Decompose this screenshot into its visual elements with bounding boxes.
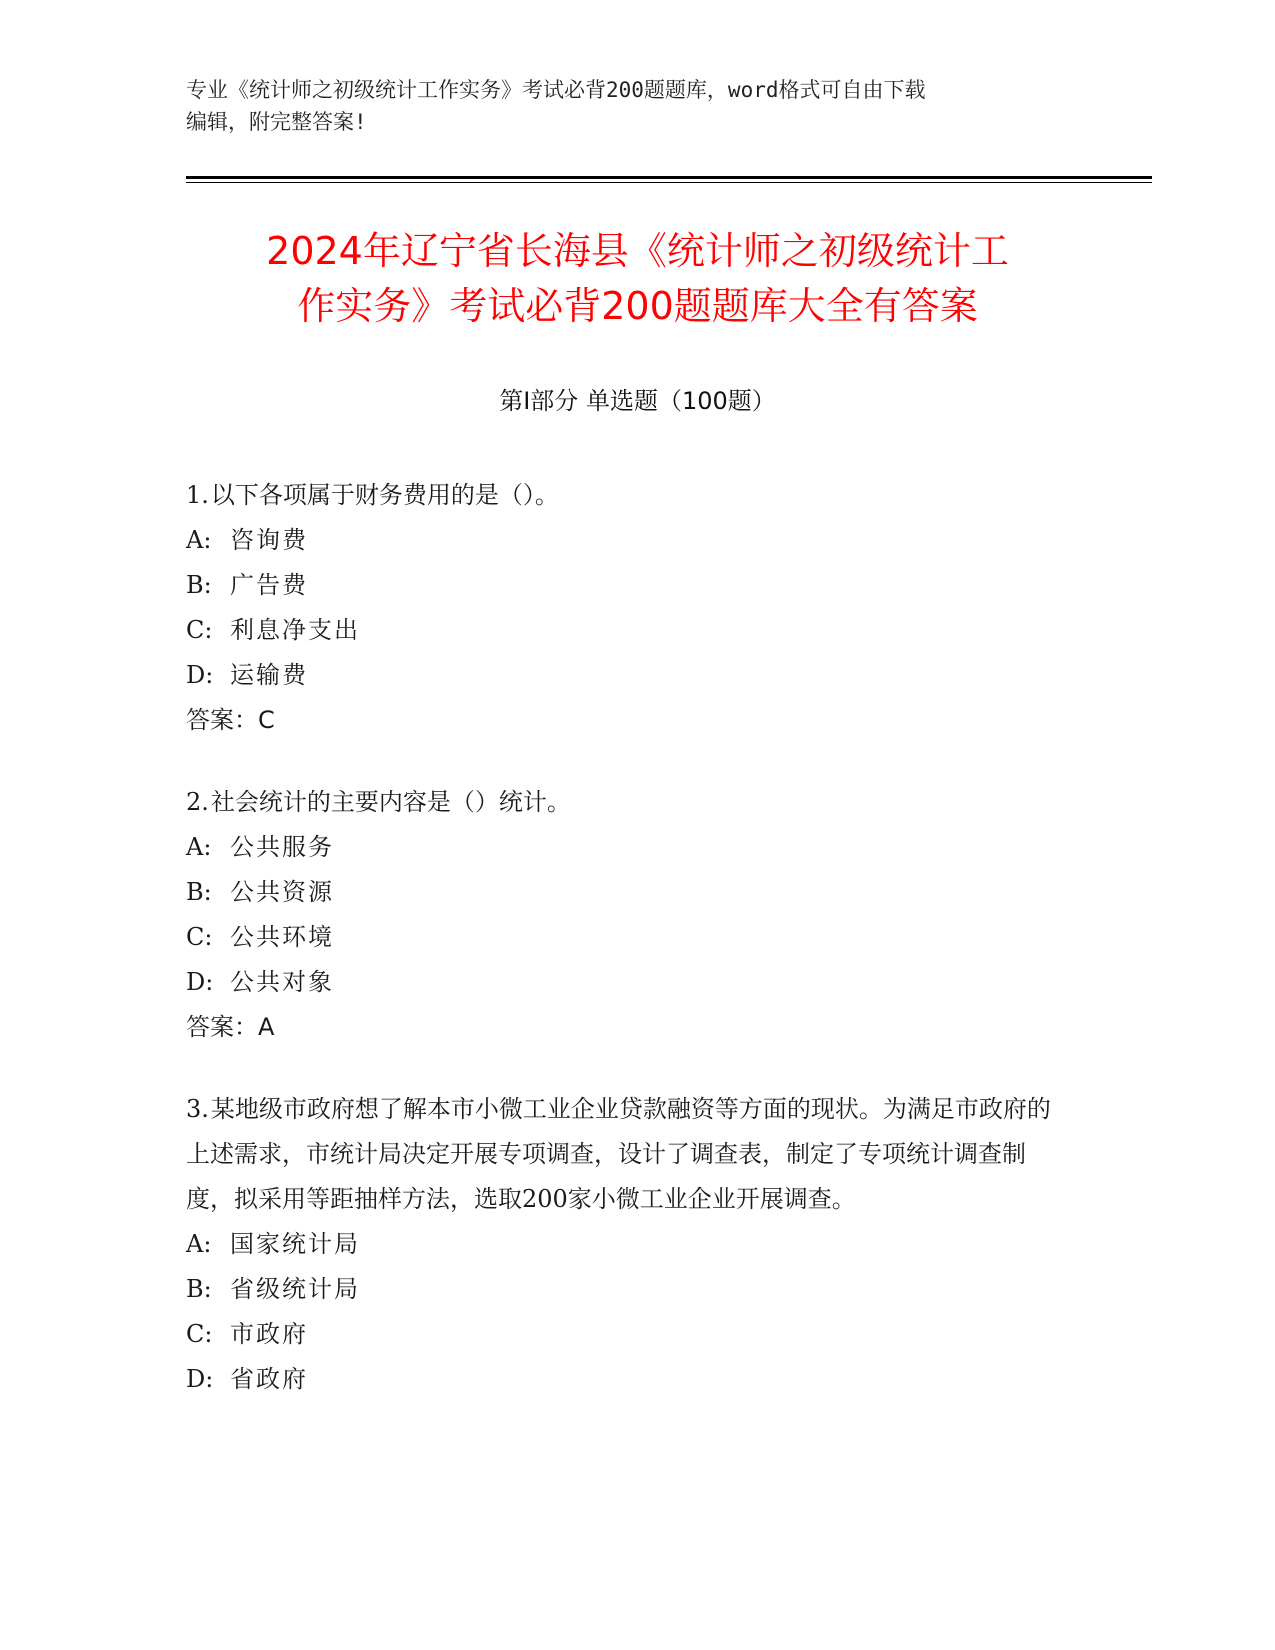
question-text: 以下各项属于财务费用的是（）。 (210, 481, 559, 509)
option-a (186, 518, 1066, 563)
question-number: 2. (186, 788, 209, 816)
option-d (186, 1357, 1066, 1402)
option-letter: B: (186, 878, 212, 906)
answer-line: 答案：A (186, 1013, 275, 1041)
option-letter: B: (186, 1275, 212, 1303)
option-text: 公共服务 (230, 833, 334, 861)
section-heading: 第Ⅰ部分 单选题（100题） (499, 387, 776, 415)
option-text: 利息净支出 (230, 616, 360, 644)
question-list (186, 473, 1066, 1439)
option-text: 国家统计局 (230, 1230, 360, 1258)
header-divider-thick (186, 176, 1152, 179)
question-text: 某地级市政府想了解本市小微工业企业贷款融资等方面的现状。为满足市政府的上述需求，市统计局决定开展专项调查，设计了调查表，制定了专项统计调查制度，拟采用等距抽样方法，选取200家小微工业企业开展调查。 (186, 1095, 1051, 1213)
option-text: 公共对象 (230, 968, 334, 996)
document-title (150, 224, 1125, 334)
question-number: 3. (186, 1095, 209, 1123)
option-text: 市政府 (230, 1320, 308, 1348)
option-letter: C: (186, 616, 213, 644)
option-letter: D: (186, 968, 214, 996)
option-b (186, 1267, 1066, 1312)
option-text: 广告费 (230, 571, 308, 599)
option-letter: C: (186, 923, 213, 951)
option-text: 咨询费 (230, 526, 308, 554)
header-divider-thin (186, 182, 1152, 183)
option-text: 公共资源 (230, 878, 334, 906)
question-2 (186, 780, 1066, 1050)
option-letter: A: (186, 1230, 212, 1258)
option-c (186, 915, 1066, 960)
question-3 (186, 1087, 1066, 1402)
answer-line: 答案：C (186, 706, 275, 734)
option-c (186, 1312, 1066, 1357)
option-text: 省级统计局 (230, 1275, 360, 1303)
question-number: 1. (186, 481, 209, 509)
option-letter: A: (186, 833, 212, 861)
option-d (186, 653, 1066, 698)
document-title-line-2: 作实务》考试必背200题题库大全有答案 (297, 284, 978, 328)
option-b (186, 870, 1066, 915)
question-stem (186, 1087, 1066, 1222)
header-note-line-2: 编辑，附完整答案! (186, 110, 367, 134)
question-text: 社会统计的主要内容是（）统计。 (210, 788, 571, 816)
option-letter: A: (186, 526, 212, 554)
header-note-line-1: 专业《统计师之初级统计工作实务》考试必背200题题库，word格式可自由下载 (186, 78, 926, 102)
option-letter: D: (186, 661, 214, 689)
document-title-line-1: 2024年辽宁省长海县《统计师之初级统计工 (266, 229, 1009, 273)
option-a (186, 825, 1066, 870)
option-text: 省政府 (230, 1365, 308, 1393)
option-text: 公共环境 (230, 923, 334, 951)
option-letter: C: (186, 1320, 213, 1348)
option-d (186, 960, 1066, 1005)
option-letter: D: (186, 1365, 214, 1393)
option-letter: B: (186, 571, 212, 599)
option-b (186, 563, 1066, 608)
option-c (186, 608, 1066, 653)
header-note (186, 74, 1066, 138)
question-stem (186, 780, 1066, 825)
option-a (186, 1222, 1066, 1267)
option-text: 运输费 (230, 661, 308, 689)
question-1 (186, 473, 1066, 743)
question-stem (186, 473, 1066, 518)
